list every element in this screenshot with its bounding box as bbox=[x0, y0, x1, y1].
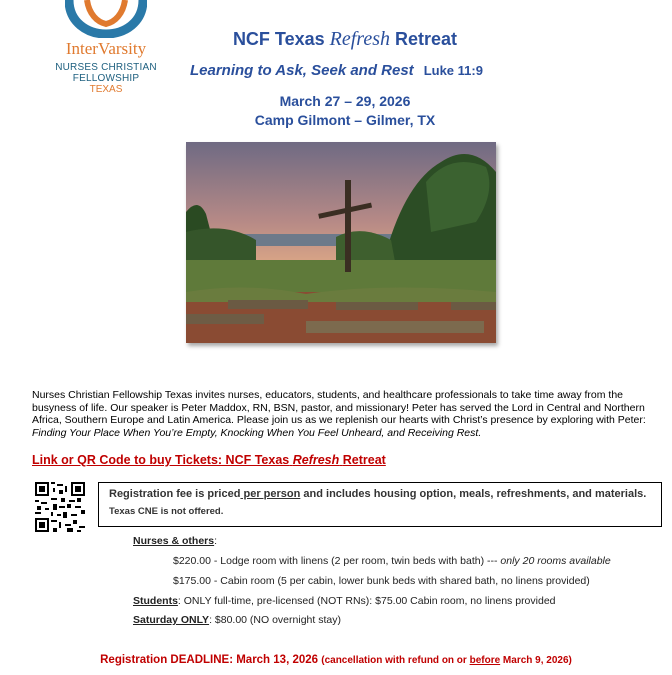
event-location: Camp Gilmont – Gilmer, TX bbox=[254, 112, 436, 128]
registration-deadline: Registration DEADLINE: March 13, 2026 (cancellation with refund on or before March 9, 2026) bbox=[100, 654, 572, 666]
logo-org-line1: NURSES CHRISTIAN bbox=[55, 62, 157, 73]
students-price: Students: ONLY full-time, pre-licensed (NOT RNs): $75.00 Cabin room, no linens provided bbox=[133, 595, 556, 607]
page-subtitle bbox=[190, 62, 483, 79]
event-details bbox=[190, 92, 500, 130]
intro-paragraph bbox=[32, 389, 654, 439]
event-dates: March 27 – 29, 2026 bbox=[279, 93, 411, 109]
subtitle-text: Learning to Ask, Seek and Rest bbox=[190, 62, 414, 79]
nurses-heading: Nurses & others: bbox=[133, 535, 218, 547]
scripture-reference: Luke 11:9 bbox=[423, 63, 483, 78]
registration-fee-text: Registration fee is priced per person and includes housing option, meals, refreshments, and materials. bbox=[109, 488, 647, 500]
logo-region: TEXAS bbox=[89, 84, 123, 95]
cabin-price: $175.00 - Cabin room (5 per cabin, lower bunk beds with shared bath, no linens provided) bbox=[173, 575, 590, 587]
lodge-price: $220.00 - Lodge room with linens (2 per room, twin beds with bath) --- only 20 rooms available bbox=[173, 555, 611, 567]
page-title: NCF Texas Refresh Retreat bbox=[232, 28, 458, 50]
logo-org-line2: FELLOWSHIP bbox=[72, 73, 140, 84]
logo-brand: InterVarsity bbox=[65, 39, 147, 58]
intro-topics: Finding Your Place When You’re Empty, Knocking When You Feel Unheard, and Receiving Rest. bbox=[32, 426, 482, 439]
intervarsity-logo bbox=[50, 0, 162, 110]
logo-emblem-icon bbox=[65, 0, 147, 38]
cross-landscape-photo bbox=[186, 142, 496, 343]
cne-note: Texas CNE is not offered. bbox=[109, 506, 224, 517]
buy-tickets-link[interactable]: Link or QR Code to buy Tickets: NCF Texas Refresh Retreat bbox=[32, 453, 386, 467]
registration-fee-box bbox=[98, 482, 662, 527]
qr-code[interactable] bbox=[35, 482, 85, 532]
saturday-price: Saturday ONLY: $80.00 (NO overnight stay) bbox=[133, 614, 341, 626]
intro-text: Nurses Christian Fellowship Texas invites nurses, educators, students, and healthcare professionals to take time away from the busyness of life. Our speaker is Peter Maddox, RN, BSN, pastor, and missionary! Peter has served the Lord in Central and Northern Africa, Southern Europe and Latin America. Please join us as we replenish our hearts with Christ’s presence by exploring with Peter: bbox=[32, 389, 646, 427]
